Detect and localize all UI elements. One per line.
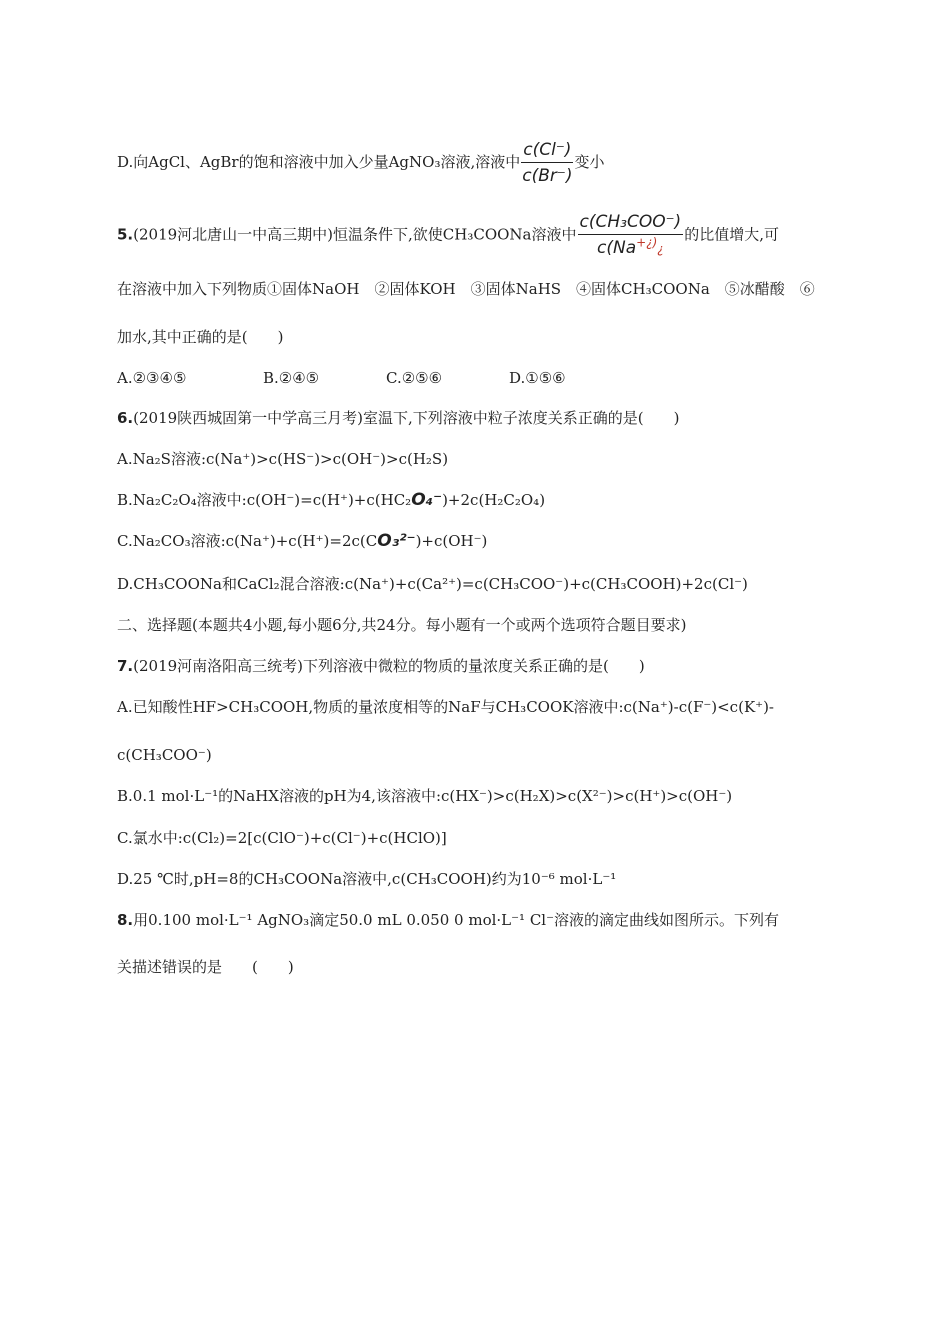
q6-option-c[interactable] — [117, 531, 487, 551]
q7-number: 7. — [117, 657, 134, 675]
q5-stem-text: (2019河北唐山一中高三期中)恒温条件下,欲使CH₃COONa溶液中 — [133, 225, 577, 244]
q5-stem-line3: 加水,其中正确的是( ) — [117, 328, 284, 346]
q7-option-c[interactable]: C.氯水中:c(Cl₂)=2[c(ClO⁻)+c(Cl⁻)+c(HClO)] — [117, 829, 447, 847]
q4-option-d-text: D.向AgCl、AgBr的饱和溶液中加入少量AgNO₃溶液,溶液中 — [117, 153, 521, 171]
q6-option-c-text: C.Na₂CO₃溶液:c(Na⁺)+c(H⁺)=2c(C — [117, 532, 378, 550]
q7-stem-text: (2019河南洛阳高三统考)下列溶液中微粒的物质的量浓度关系正确的是( ) — [133, 657, 645, 675]
q6-option-a[interactable]: A.Na₂S溶液:c(Na⁺)>c(HS⁻)>c(OH⁻)>c(H₂S) — [117, 450, 449, 468]
q6-option-b[interactable] — [117, 490, 545, 510]
q8-stem — [117, 910, 779, 930]
q7-option-a[interactable]: A.已知酸性HF>CH₃COOH,物质的量浓度相等的NaF与CH₃COOK溶液中:c(Na⁺)-c(F⁻)<c(K⁺)- — [117, 698, 774, 716]
q4-fraction-numerator: c(Cl⁻) — [521, 140, 573, 163]
q6-option-b-tail: )+2c(H₂C₂O₄) — [442, 491, 546, 509]
q5-option-a[interactable]: A.②③④⑤ — [117, 369, 187, 387]
q4-option-d-tail: 变小 — [574, 153, 605, 171]
q7-option-b[interactable]: B.0.1 mol·L⁻¹的NaHX溶液的pH为4,该溶液中:c(HX⁻)>c(H₂X)>c(X²⁻)>c(H⁺)>c(OH⁻) — [117, 787, 733, 805]
q5-option-d[interactable]: D.①⑤⑥ — [509, 369, 566, 387]
q7-stem — [117, 656, 645, 676]
q4-fraction-denominator: c(Br⁻) — [522, 166, 573, 186]
q6-option-c-tail: )+c(OH⁻) — [415, 532, 488, 550]
q5-stem-tail: 的比值增大,可 — [684, 225, 779, 244]
q5-fraction-denominator — [578, 235, 684, 259]
q5-option-c[interactable]: C.②⑤⑥ — [386, 369, 443, 387]
q5-den-sup: +¿) — [636, 235, 658, 250]
q5-stem-line2: 在溶液中加入下列物质①固体NaOH ②固体KOH ③固体NaHS ④固体CH₃COONa ⑤冰醋酸 ⑥ — [117, 280, 815, 298]
q8-number: 8. — [117, 911, 134, 929]
q6-stem — [117, 408, 680, 428]
q5-fraction-numerator: c(CH₃COO⁻) — [578, 212, 684, 235]
q7-option-d[interactable]: D.25 ℃时,pH=8的CH₃COONa溶液中,c(CH₃COOH)约为10⁻⁶ mol·L⁻¹ — [117, 870, 617, 888]
q6-option-b-text: B.Na₂C₂O₄溶液中:c(OH⁻)=c(H⁺)+c(HC₂ — [117, 491, 412, 509]
q5-fraction — [578, 212, 684, 259]
q6-option-c-ion: O₃²⁻ — [377, 531, 416, 551]
q5-den-main: c(Na — [597, 238, 637, 258]
q5-den-tail: ¿ — [657, 242, 664, 256]
q6-number: 6. — [117, 409, 134, 427]
q7-option-a-cont: c(CH₃COO⁻) — [117, 746, 212, 764]
q5-option-b[interactable]: B.②④⑤ — [263, 369, 320, 387]
q6-option-b-ion: O₄⁻ — [411, 490, 443, 510]
q6-option-d[interactable]: D.CH₃COONa和CaCl₂混合溶液:c(Na⁺)+c(Ca²⁺)=c(CH₃COO⁻)+c(CH₃COOH)+2c(Cl⁻) — [117, 575, 748, 593]
q4-option-d — [117, 140, 604, 186]
q4-fraction — [521, 140, 573, 186]
q6-stem-text: (2019陕西城固第一中学高三月考)室温下,下列溶液中粒子浓度关系正确的是( ) — [133, 409, 680, 427]
section-heading: 二、选择题(本题共4小题,每小题6分,共24分。每小题有一个或两个选项符合题目要求) — [117, 616, 687, 634]
q5-stem — [117, 212, 779, 259]
q5-number: 5. — [117, 225, 134, 244]
q8-stem-text: 用0.100 mol·L⁻¹ AgNO₃滴定50.0 mL 0.050 0 mol·L⁻¹ Cl⁻溶液的滴定曲线如图所示。下列有 — [133, 911, 780, 929]
q8-stem-line2: 关描述错误的是 ( ) — [117, 958, 294, 976]
